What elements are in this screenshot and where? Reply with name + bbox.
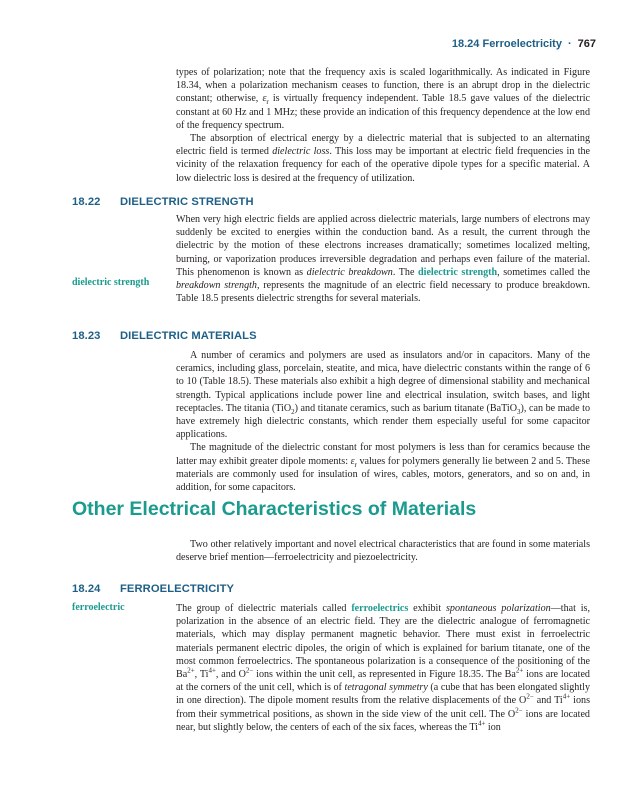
paragraph: The absorption of electrical energy by a dielectric material that is subjected to an alternating electric field is termed dielectric loss. This loss may be important at electric field frequencies in the vicinity of the relaxation frequency for each of the operative dipole types for a specific material. A low dielectric loss is desired at the frequency of utilization. [176, 133, 591, 184]
chapter-subheading: Other Electrical Characteristics of Materials [72, 498, 477, 520]
section-18-22-text [176, 213, 590, 305]
paragraph: types of polarization; note that the frequency axis is scaled logarithmically. As indicated in Figure 18.34, when a polarization mechanism ceases to function, there is an abrupt drop in the dielectric constant; otherwise, $\varepsilon_r$ is virtually frequency independent. Table 18.5 gave values of the dielectric constant at 60 Hz and 1 MHz; these provide an indication of this frequency dependence at the low end of the frequency spectrum. [176, 67, 590, 131]
other-intro-text [176, 538, 590, 564]
running-head-separator: · [567, 38, 572, 50]
section-heading-18-23: 18.23 DIELECTRIC MATERIALS [72, 330, 257, 342]
paragraph: When very high electric fields are applied across dielectric materials, large numbers of electrons may suddenly be excited to energies within the conduction band. As a result, the current through the dielectric by the motion of these electrons increases dramatically; sometimes localized melting, burning, or vaporization produces irreversible degradation and perhaps even failure of the material. This phenomenon is known as dielectric breakdown. The dielectric strength, sometimes called the breakdown strength, represents the magnitude of an electric field necessary to produce breakdown. Table 18.5 presents dielectric strengths for several materials. [176, 214, 590, 305]
paragraph: A number of ceramics and polymers are used as insulators and/or in capacitors. Many of the ceramics, including glass, porcelain, steatite, and mica, have dielectric constants within the range of 6 to 10 (Table 18.5). These materials also exhibit a high degree of dimensional stability and mechanical strength. Typical applications include power line and electrical insulation, switch bases, and light receptacles. The titania (TiO$_2$) and titanate ceramics, such as barium titanate (BaTiO$_3$), can be made to have extremely high dielectric constants, which render them especially useful for some capacitor applications. [176, 350, 590, 441]
margin-term-dielectric-strength: dielectric strength [72, 277, 150, 288]
section-18-24-text [176, 602, 590, 734]
paragraph: Two other relatively important and novel electrical characteristics that are found in some materials deserve brief mention—ferroelectricity and piezoelectricity. [176, 539, 590, 564]
running-head-section: 18.24 Ferroelectricity [451, 38, 562, 50]
paragraph: The magnitude of the dielectric constant for most polymers is less than for ceramics because the latter may exhibit greater dipole moments: $\varepsilon_r$ values for polymers generally lie between 2 and 5. These materials are commonly used for insulation of wires, cables, motors, generators, and so on and, in addition, for some capacitors. [176, 442, 590, 494]
running-head [452, 38, 596, 50]
page-number: 767 [577, 38, 596, 50]
section-heading-18-22: 18.22 DIELECTRIC STRENGTH [72, 196, 254, 208]
section-heading-18-24: 18.24 FERROELECTRICITY [72, 583, 235, 595]
intro-text [176, 66, 590, 185]
paragraph: The group of dielectric materials called ferroelectrics exhibit spontaneous polarization—that is, polarization in the absence of an electric field. They are the dielectric analogue of ferromagnetic materials, which may display permanent magnetic behavior. There must exist in ferroelectric materials permanent electric dipoles, the origin of which is explained for barium titanate, one of the most common ferroelectrics. The spontaneous polarization is a consequence of the positioning of the $Ba^{2+}$, $Ti^{4+}$, and $O^{2-}$ ions within the unit cell, as represented in Figure 18.35. The $Ba^{2+}$ ions are located at the corners of the unit cell, which is of tetragonal symmetry (a cube that has been elongated slightly in one direction). The dipole moment results from the relative displacements of the $O^{2-}$ and $Ti^{4+}$ ions from their symmetrical positions, as shown in the side view of the unit cell. The $O^{2-}$ ions are located near, but slightly below, the centers of each of the six faces, whereas the $Ti^{4+}$ ion [176, 603, 590, 733]
section-18-23-text [176, 349, 590, 494]
margin-term-ferroelectric: ferroelectric [72, 602, 125, 613]
